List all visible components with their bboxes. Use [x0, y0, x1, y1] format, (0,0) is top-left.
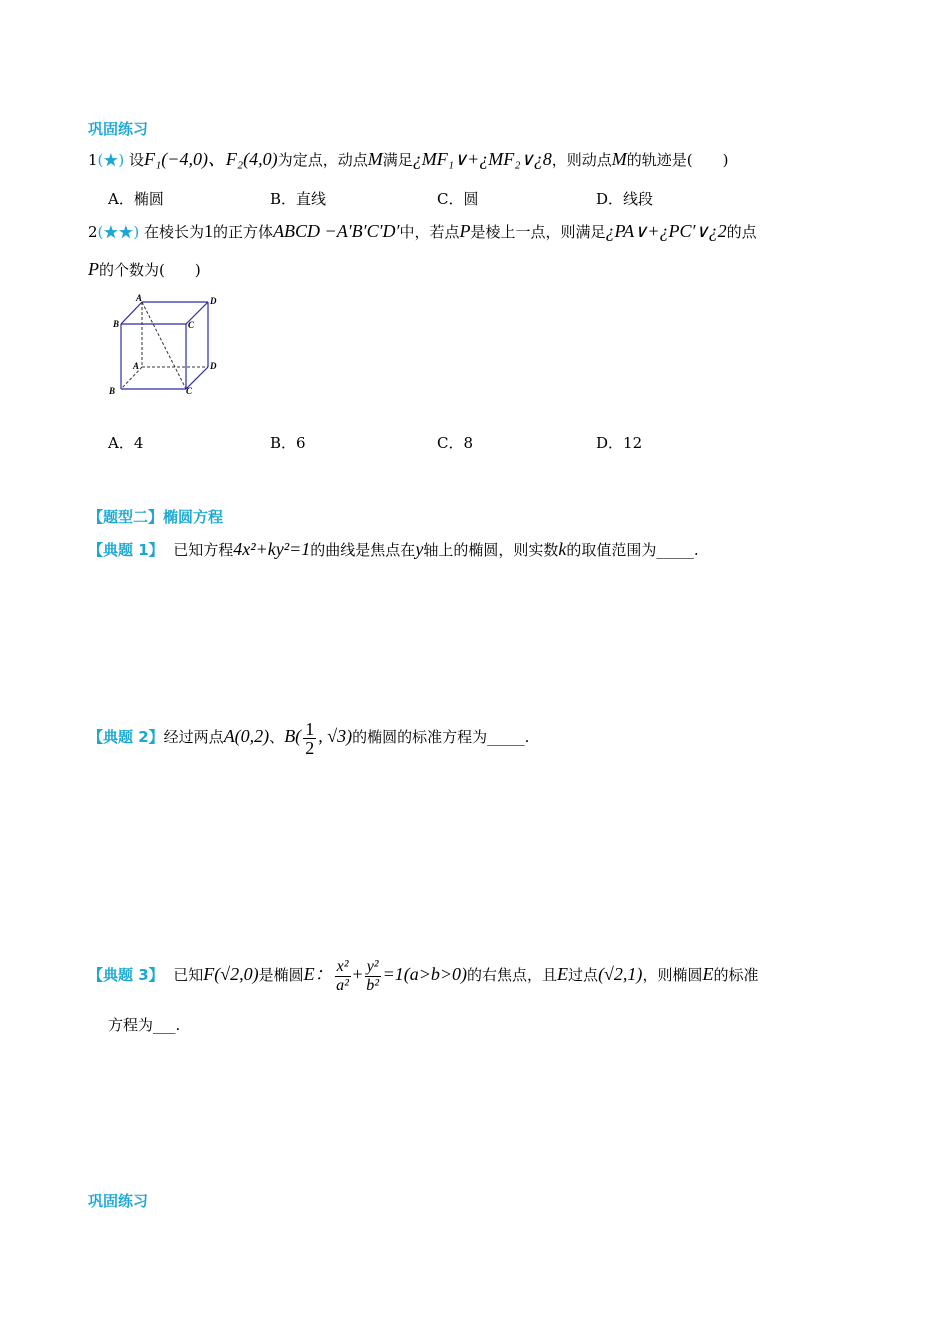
example-text: 的曲线是焦点在	[310, 541, 416, 559]
math-number: 1	[204, 221, 214, 241]
vertex-label: D	[210, 296, 217, 306]
option-b: B．6	[270, 434, 306, 452]
question-text: 是棱上一点，则满足	[470, 223, 606, 241]
fraction-numerator: x²	[336, 957, 349, 975]
question-text: ，则动点	[551, 151, 612, 169]
question-text: 的正方体	[213, 223, 274, 241]
example-text: 已知	[173, 966, 204, 984]
question-text: 满足	[382, 151, 413, 169]
math-var: M	[367, 149, 383, 169]
example-label: 【典题 2】	[88, 728, 164, 746]
option-a: A．4	[108, 434, 144, 452]
difficulty-stars: (★★)	[97, 223, 140, 241]
question-text: 在棱长为	[139, 223, 205, 241]
example-3: 【典题 3】 已知F(√2,0)是椭圆E： $\frac{\text{x²}}{\text{a²}}$ + $\frac{\text{y²}}{\text{b²}}$ =1(a>b>0)的右焦点，且E过点(√2,1)，则椭圆E的标准	[88, 957, 759, 994]
question-text: 的轨迹是( )	[626, 151, 729, 169]
example-2	[88, 716, 529, 757]
ellipse-name: E：	[303, 964, 333, 984]
fraction-denominator: a²	[336, 976, 349, 994]
example-text: 的取值范围为_____.	[566, 541, 699, 559]
question-number: 1	[88, 151, 98, 169]
question-text: 的个数为( )	[99, 261, 201, 279]
equation-tail: =1(a>b>0)	[382, 964, 468, 984]
question-text: 的点	[726, 223, 757, 241]
condition-expression: ¿MF₁∨+¿MF₂∨¿8	[412, 149, 552, 169]
example-text: 是椭圆	[258, 966, 304, 984]
vertex-label: B	[113, 319, 120, 329]
vertex-label: A	[136, 293, 143, 303]
section-heading-ellipse-equation: 【题型二】椭圆方程	[88, 508, 224, 526]
example-text: 经过两点	[163, 728, 224, 746]
vertex-label: A	[133, 361, 140, 371]
section-heading-practice-2: 巩固练习	[88, 1192, 149, 1210]
question-text: 为定点，动点	[277, 151, 368, 169]
condition-expression: ¿PA∨+¿PC′∨¿2	[605, 221, 727, 241]
point-b-close: , √3)	[318, 726, 353, 746]
option-d: D．线段	[596, 190, 654, 208]
option-c: C．8	[437, 434, 474, 452]
example-text: 的右焦点，且	[467, 966, 558, 984]
question-1	[88, 148, 728, 171]
math-var: P	[88, 259, 99, 279]
example-3-line-2: 方程为___.	[108, 1016, 181, 1034]
point-b-open: B(	[284, 726, 302, 746]
question-text: 设	[124, 151, 145, 169]
math-var: E	[557, 964, 569, 984]
option-b: B．直线	[270, 190, 327, 208]
cube-name: ABCD −A′B′C′D′	[273, 221, 400, 241]
question-number: 2	[88, 223, 98, 241]
fraction-denominator: b²	[366, 976, 380, 994]
example-text: 轴上的椭圆，则实数	[423, 541, 559, 559]
question-2-line-2	[88, 258, 201, 281]
option-d: D．12	[596, 434, 643, 452]
fraction-numerator: 1	[305, 718, 315, 739]
fraction-denominator: 2	[305, 737, 315, 758]
difficulty-stars: (★)	[97, 151, 125, 169]
example-text: 的椭圆的标准方程为_____.	[352, 728, 530, 746]
example-text: 过点	[568, 966, 599, 984]
example-text: 的标准	[713, 966, 759, 984]
fraction-x2-a2	[335, 958, 351, 995]
math-var: E	[702, 964, 714, 984]
point: (√2,1)	[598, 964, 643, 984]
fraction-numerator: y²	[366, 957, 379, 975]
vertex-label: B	[109, 386, 116, 396]
vertex-label: C	[186, 386, 193, 396]
option-a: A．椭圆	[108, 190, 164, 208]
cube-figure	[100, 290, 230, 402]
point-a: A(0,2)	[223, 726, 270, 746]
vertex-label: D	[210, 361, 217, 371]
option-c: C．圆	[437, 190, 479, 208]
question-text: 中，若点	[399, 223, 460, 241]
focus-points: F₁(−4,0)、F₂(4,0)	[144, 149, 278, 169]
math-var: P	[459, 221, 471, 241]
example-1	[88, 538, 699, 561]
example-label: 【典题 1】	[88, 541, 164, 559]
math-var: y	[415, 539, 424, 559]
math-var: M	[611, 149, 627, 169]
vertex-label: C	[188, 320, 195, 330]
separator: 、	[269, 728, 285, 746]
equation: 4x²+ky²=1	[233, 539, 311, 559]
example-text: ，则椭圆	[642, 966, 703, 984]
fraction-y2-b2	[365, 958, 381, 995]
math-var: k	[558, 539, 567, 559]
focus-point: F(√2,0)	[203, 964, 259, 984]
question-2	[88, 220, 757, 243]
example-label: 【典题 3】	[88, 966, 164, 984]
section-heading-practice-1: 巩固练习	[88, 120, 149, 138]
fraction-half	[303, 720, 316, 757]
example-text: 已知方程	[173, 541, 234, 559]
